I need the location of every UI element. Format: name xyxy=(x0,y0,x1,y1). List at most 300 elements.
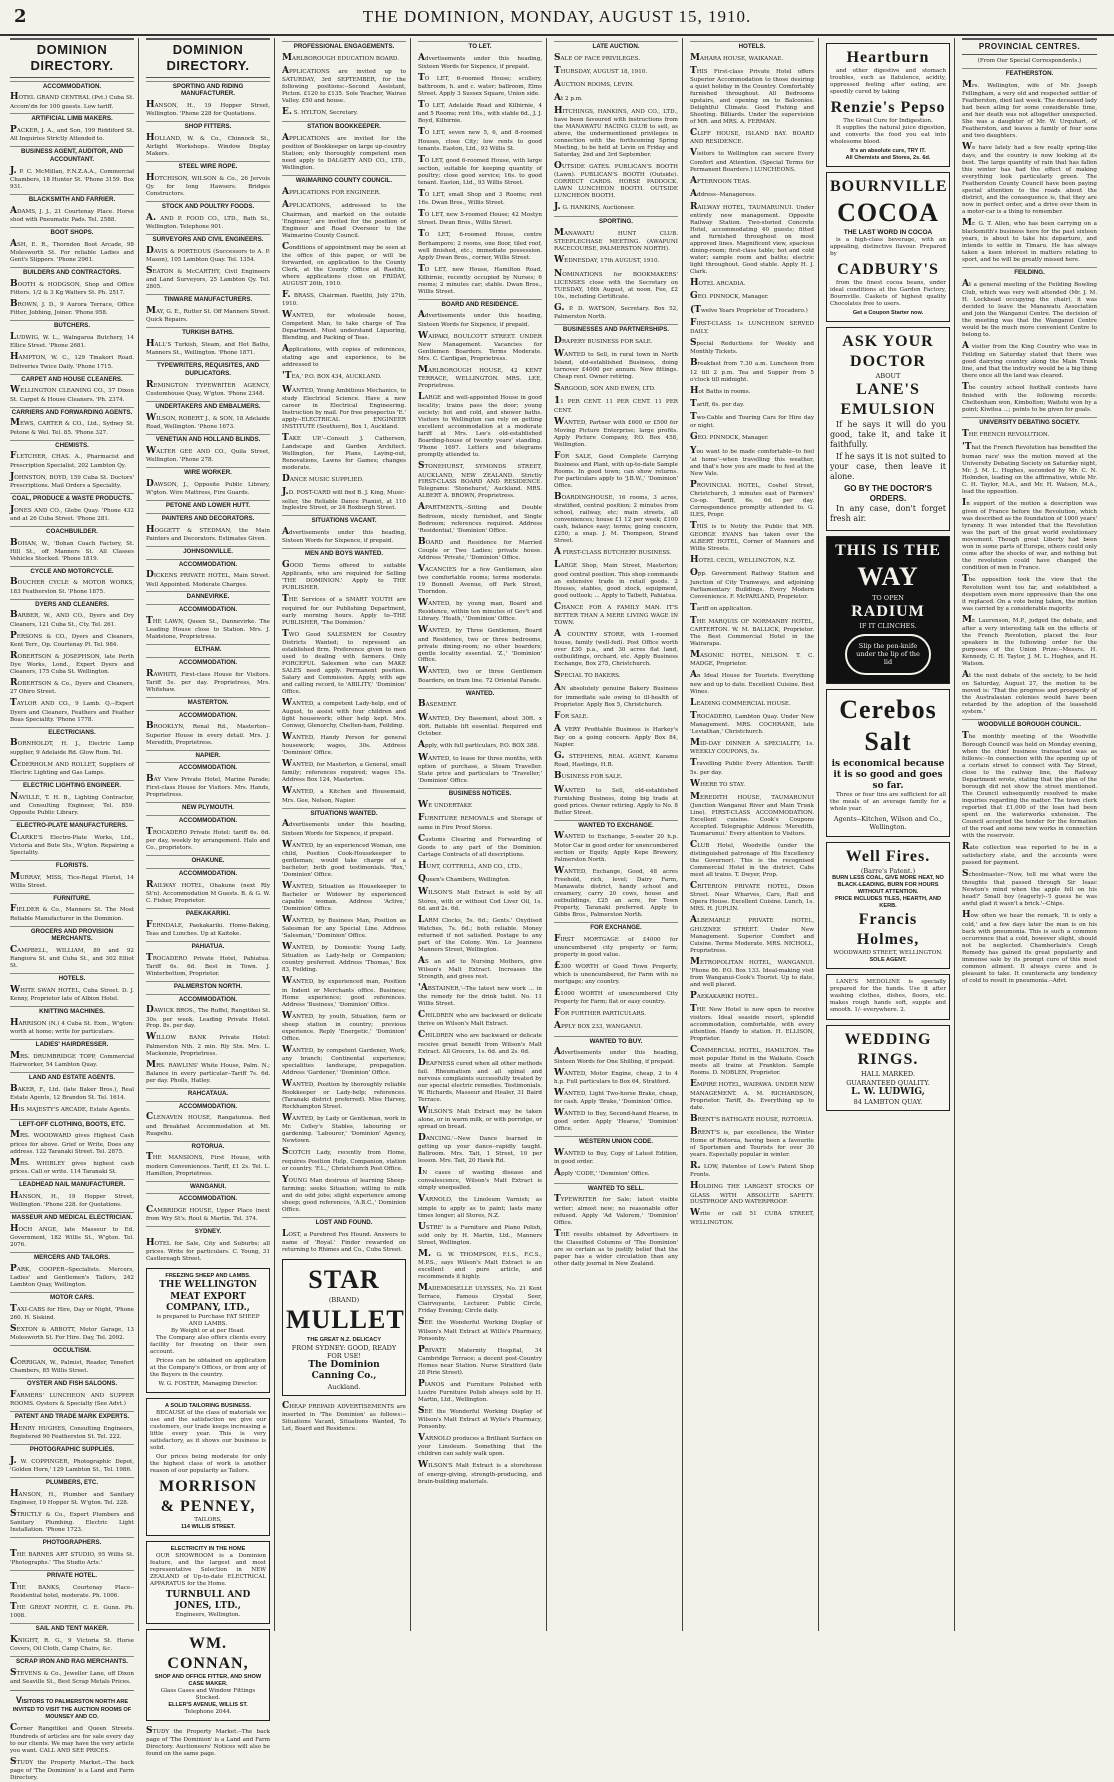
rings-sub: HALL MARKED. xyxy=(861,1070,915,1079)
listing-entry: EMPIRE HOTEL, WAIPAWA. UNDER NEW MANAGEMENT. A. M. RICHARDSON, Proprietor. Tariff, 8s. Everything up to date. xyxy=(690,1079,814,1111)
listing-entry: HANSON, H., 19 Hopper Street, Wellington. 'Phone 228. for Quotations. xyxy=(10,1190,134,1208)
section-heading: OHAKUNE. xyxy=(146,855,270,865)
listing-entry: APPLICATIONS are invited for the position of Bookkeeper on large up-country Station; only thoroughly competent men need apply to DALGETY AND CO., LTD., Wellington. xyxy=(282,133,406,172)
column-7 xyxy=(822,38,955,1631)
listing-entry: TWO Good SALESMEN for Country Districts Wanted; to represent an established firm. Preference given to men used to dealing with farmers. Only FORCEFUL Salesmen who can MAKE SALES need apply. Permanent position. Salary and Commission. Apply, with age and calling record, to 'ABILITY,' 'Dominion' Office. xyxy=(282,628,406,695)
listing-entry: BAKER, F., Ltd. (late Baker Bros.), Real Estate Agents, 12 Brandon St. Tel. 1614. xyxy=(10,1084,134,1102)
section-heading: PAHIATUA. xyxy=(146,941,270,951)
listing-entry: TROCADERO, Lambton Quay. Under New Management. MRS. COCHRANE, late 'Leviathan,' Christchurch. xyxy=(690,710,814,736)
listing-entry: MARLBOROUGH HOUSE, 42 KENT TERRACE, WELLINGTON. MRS. LEE, Proprietress. xyxy=(418,364,542,390)
heartburn-body2: The Great Cure for Indigestion. xyxy=(843,117,933,124)
doctor-line3: LANE'S EMULSION xyxy=(840,381,936,419)
cocoa-line2: COCOA xyxy=(837,197,939,227)
column-6 xyxy=(686,38,819,1631)
listing-entry: Mrs. Wellington, wife of Mr. Joseph Fellingham, a very old and respected settler of Featherston, died last week. The deceased lady had been ailing for some considerable time, and her death was not altogether unexpected. She was a daughter of Mr. W. Urquhart, of Featherston, and leaves a family of four sons and two daughters. xyxy=(962,79,1097,139)
section-heading: ARTIFICIAL LIMB MAKERS. xyxy=(10,113,134,123)
listing-entry: AS an aid to Nursing Mothers, give Wilson's Malt Extract. Increases the Strength, and gives rest. xyxy=(418,955,542,980)
listing-entry: MRS. WOODWARD gives Highest Cash prices for above. Grief or Write, Does any address. 122 Taranaki Street. Tel. 2875. xyxy=(10,1130,134,1155)
listing-entry: WHITE SWAN HOTEL, Cuba Street. D. J. Kenny, Proprietor late of Albion Hotel. xyxy=(10,985,134,1003)
listing-entry: An Ideal House for Tourists. Everything new and up to date. Excellent Cuisine. Best Wines. xyxy=(690,670,814,695)
section-heading: TO LET. xyxy=(418,41,542,51)
tailoring-name: MORRISON & PENNEY, xyxy=(159,1477,257,1515)
listing-entry: BUSINESS FOR SALE. xyxy=(554,771,623,782)
cerebos-ad xyxy=(826,689,950,837)
frozen-meat-ad xyxy=(146,1268,270,1393)
listing-entry: LARM Clocks, 5s. 6d.; Gents.' Oxydised Watches, 7s. 6d.; both reliable. Money returned if not satisfied. Postage to any part of the Colony. Wm. Lo Jeanness Manners Street, Wellington. xyxy=(418,914,542,953)
listing-entry: RAILWAY HOTEL, Ohakune (next Rly St'n). Accommodation M Guests. B. & G. W. C. Fisher, Proprietor. xyxy=(146,879,270,904)
listing-entry: WILSON'S Malt Extract is a storehouse of energy-giving, strength-producing, and brain-building materials. xyxy=(418,1460,542,1485)
column-2-header: DOMINION DIRECTORY. xyxy=(146,38,270,78)
listing-entry: DAWICK BROS., The Ruffel, Rangitikei St. 30s. per week. Leading Private Hotel. Prop. 8s. per day. xyxy=(146,1005,270,1030)
section-heading: PETONE AND LOWER HUTT. xyxy=(146,500,270,510)
connan-name: WM. CONNAN, xyxy=(167,1635,249,1673)
section-heading: PATENT AND TRADE MARK EXPERTS. xyxy=(10,1411,134,1421)
listing-entry: At a general meeting of the Feilding Bowling Club, which was very well attended (Mr. J. M. H. Lockhead occupying the chair), it was decided to leave the Manawatu Association and join the Wanganui Centre. The decision of the meeting was that the Wanganui Centre would be the much more convenient Centre to belong to. xyxy=(962,278,1097,339)
section-heading: CHEMISTS. xyxy=(10,440,134,450)
listing-entry: WANTED to Sell, old-established Furnishing Business, doing big trade at good prices. Owner retiring. Apply to No. 8 Butler Street. xyxy=(554,784,678,816)
auction-notice: VISITORS TO PALMERSTON NORTH ARE INVITED TO VISIT THE AUCTION ROOMS OF MOUNSEY AND CO. xyxy=(12,1695,132,1720)
listing-entry: CORRIGAN, W., Palmist, Reader, Tenefert Chambers, 85 Willis Street. xyxy=(10,1356,134,1374)
listing-entry: Rate collection was reported to be in a satisfactory state, and the accounts were passed for payment. xyxy=(962,842,1097,867)
listing-entry: BOUCHER CYCLE & MOTOR WORKS, 183 Featherston St. 'Phone 1875. xyxy=(10,577,134,595)
listing-entry: VARNOLO, the Linoleum Varnish; as simple to apply as to paint; lasts many times longer; all Stores, N.Z. xyxy=(418,1194,542,1219)
section-heading: UNIVERSITY DEBATING SOCIETY. xyxy=(962,417,1097,427)
fires-line1: Well Fires. xyxy=(845,847,931,865)
listing-entry: SARGOOD, SON AND EWEN, LTD. xyxy=(554,383,656,394)
wedding-rings-ad xyxy=(826,1025,950,1111)
column-8 xyxy=(958,38,1101,1631)
section-heading: BUSINESS AGENT, AUDITOR, AND ACCOUNTANT. xyxy=(10,146,134,164)
section-heading: PAINTERS AND DECORATORS. xyxy=(146,513,270,523)
rings-addr: 84 LAMBTON QUAY. xyxy=(853,1097,923,1106)
section-heading: LADIES' HAIRDRESSER. xyxy=(10,1039,134,1049)
listing-entry: FLETCHER, CHAS. A., Pharmacist and Prescription Specialist, 202 Lambton Qy. xyxy=(10,451,134,469)
frozen-head: FREEZING SHEEP AND LAMBS. xyxy=(165,1273,251,1280)
section-heading: PLUMBERS, ETC. xyxy=(10,1477,134,1487)
listing-entry: WANTED, by Lady or Gentleman, work in Mr. Colley's Stables, labouring or gardening. 'Labourer,' 'Dominion' Agency, Newtown. xyxy=(282,1113,406,1145)
listing-entry: CAMBRIDGE HOUSE, Upper Place (next from Wry St's. Rout & Martin. Tel. 374. xyxy=(146,1205,270,1223)
listing-entry: HITCHINGS, HANKINS, AND CO., LTD., have been favoured with instructions from the MANAWATU RACING CLUB to sell, as above, the undermentioned privileges in connection with the forthcoming Spring Meeting, to be held at Levin on Friday and Saturday, 2nd and 3rd September. xyxy=(554,105,678,158)
electricity-ad xyxy=(146,1541,270,1624)
section-heading: OYSTER AND FISH SALOONS. xyxy=(10,1378,134,1388)
listing-entry: MANAWATU HUNT CLUB. STEEPLECHASE MEETING. (AWAPUNI RACECOURSE, PALMERSTON NORTH). xyxy=(554,228,678,253)
section-heading: PRIVATE HOTEL. xyxy=(10,1570,134,1580)
listing-entry: How often we hear the remark, 'It is only a cold,' and a few days later the man is on his back with pneumonia. This is such a common occurrence that a cold, however slight, should not be neglected. Chamberlain's Cough Remedy has gained its great popularity and immense sale by its prompt cure of this most common ailment. It always cures and is pleasant to take. It counteracts any tendency of cold to result in pneumonia.--Advt. xyxy=(962,910,1097,984)
radium-line5: IF IT CLINCHES. xyxy=(859,622,917,631)
listing-entry: BORNHOLDT, H. J., Electric Lamp supplier, 9 Adelaide Rd. Glow Rum. Tel. xyxy=(10,738,134,756)
section-heading: ELECTRIC LIGHTING ENGINEER. xyxy=(10,780,134,790)
section-heading: ACCOMMODATION. xyxy=(146,604,270,614)
section-heading: BLACKSMITH AND FARRIER. xyxy=(10,194,134,204)
section-heading: FOR EXCHANGE. xyxy=(554,922,678,932)
listing-entry: FARMERS' LUNCHEON AND SUPPER ROOMS. Oysters & Specialty (See Advt.) xyxy=(10,1389,134,1407)
listing-entry: Address--Manageress. xyxy=(690,188,757,199)
section-heading: LEADHEAD NAIL MANUFACTURER. xyxy=(10,1179,134,1189)
listing-entry: WILLOW BANK Private Hotel: Palmerston Nth. 2 min. Rly Stn. Mrs. L. Mackenzie, Proprietress. xyxy=(146,1032,270,1057)
listing-entry: You want to be made comfortable--to feel 'at home'--when travelling this weather, and that's how you are made to feel at the New Vale. xyxy=(690,445,814,477)
listing-entry: MASONIC HOTEL, NELSON. T. C. MADGE, Proprietor. xyxy=(690,650,814,668)
listing-entry: MEREDITH HOUSE, TAUMARUNUI (Junction Wanganui River and Main Trunk Line). FIRST-CLASS ACCOMMODATION. Excellent cuisine. Cook's Coupons Accepted. Telegraphic Address: 'Meredith, Taumarunui.' Every attention to Visitors. xyxy=(690,791,814,837)
section-heading: BUILDERS AND CONTRACTORS. xyxy=(10,267,134,277)
listing-entry: (Twelve Years Proprietor of Trocadero.) xyxy=(690,304,808,315)
section-heading: WIRE WORKER. xyxy=(146,467,270,477)
frozen-sig: W. G. FOSTER, Managing Director. xyxy=(158,1380,258,1387)
tailoring-addr: 114 WILLIS STREET. xyxy=(180,1523,236,1530)
listing-entry: LARGE Shop, Main Street, Masterton; good central position. This shop commands an extensive trade in retail goods. 2 Houses, stables, good stock, equipment, good outlook; ... Apply to Taibett, Pahiatua. xyxy=(554,560,678,599)
listing-entry: SEATON & McCARTHY, Civil Engineers and Land Surveyors, 25 Lambton Qy. Tel. 2805. xyxy=(146,266,270,291)
section-heading: BOOT SHOPS. xyxy=(10,227,134,237)
listing-entry: WEDNESDAY, 17th AUGUST, 1910. xyxy=(554,255,660,266)
masthead xyxy=(0,0,1114,36)
section-heading: TINWARE MANUFACTURERS. xyxy=(146,294,270,304)
section-heading: LAND AND ESTATE AGENTS. xyxy=(10,1072,134,1082)
radium-line1: THIS IS THE xyxy=(835,542,941,560)
listing-entry: HARRISON (N.) 4 Cuba St. Exm., W'gton: worth at home; write for particulars. xyxy=(10,1018,134,1036)
page-number: 2 xyxy=(14,6,27,27)
section-heading: SPORTING AND RIDING MANUFACTURER. xyxy=(146,81,270,99)
section-heading: WANTED. xyxy=(418,688,542,698)
section-heading: RAHCATAUA. xyxy=(146,1088,270,1098)
column-5 xyxy=(550,38,683,1631)
listing-entry: In support of the motion a description was given of France before the Revolution, which was described as the foundation of 1000 years' tyranny. It was intended that the Revolution was the part of the great world evolutionary movement. Though great Liberty had been won in some parts of Europe, others could only come after the shocks of war, and nothing but the revolution could have changed the condition of men in France. xyxy=(962,497,1097,571)
section-heading: LOST AND FOUND. xyxy=(282,1217,406,1227)
listing-entry: FOR SALE. xyxy=(554,710,589,721)
heartburn-body3: It supplies the natural juice digestion, and converts the food you eat into wholesome blood. xyxy=(830,124,946,145)
listing-entry: WANTED, by Business Man, Position as Salesman for any Special Line. Address 'Salesman,' 'Dominion' Office. xyxy=(282,914,406,940)
listing-entry: Two-Cable and Touring Cars for Hire day or night. xyxy=(690,412,814,430)
medoline-body: LANE'S MEDOLINE is specially prepared for the hands. Use it after washing clothes, dishes, floors, etc. makes rough hands soft, supple and smooth. 1/- everywhere. 2. xyxy=(830,978,946,1013)
listing-entry: DANCE MUSIC SUPPLIED. xyxy=(282,474,364,484)
listing-entry: WANTED, for wholesale house, Competent Man, to take charge of Tea Department. Must understand Liquoring, Blending, and Packing of Teas. xyxy=(282,309,406,342)
listing-entry: TO LET, good 6-roomed House, with large section, suitable for keeping quantity of poultry; close good service; 16s. to good tenant. Easton, Ltd., 93 Willis Street. xyxy=(418,154,542,186)
listing-entry: CLUB Hotel, Woodville (under the distinguished patronage of His Excellency the Governor). This is the recognised Commercial Hotel in the district. Cabs meet all trains. T. Dwyer, Prop. xyxy=(690,839,814,879)
section-heading: SITUATIONS VACANT. xyxy=(282,515,406,525)
section-heading: MASSEUR AND MEDICAL ELECTRICIAN. xyxy=(11,1213,133,1221)
star-line5: FROM SYDNEY: GOOD, READY FOR USE! xyxy=(291,1343,397,1361)
listing-entry: AFTERNOON TEAS. xyxy=(690,175,751,186)
listing-entry: WANTED to Buy, Second-hand Hearse, in good order. Apply 'Hearse,' 'Dominion' Office. xyxy=(554,1108,678,1133)
listing-entry: Advertisements under this heading, Sixteen Words for Sixpence, if prepaid. xyxy=(282,819,406,837)
listing-entry: £300 WORTH of Good Town Property, which is unencumbered, for Farm with no mortgage; any country. xyxy=(554,960,678,986)
listing-entry: BROOKLYN, Renal Rd., Masterton--Superior House in every detail. Mrs. J. Meredith, Proprietress. xyxy=(146,721,270,746)
listing-entry: TAKE UP.'--Consult J. Catherson, Landscape and Garden Architect. Wellington, for Plans, Laying-out, Renovations, Lawns for Games; changes moderate. xyxy=(282,432,406,472)
listing-entry: PAEKAKARIKI HOTEL. xyxy=(690,990,759,1001)
listing-entry: WANTED, Partner with £600 or £500 for Moving Picture Enterprise; large profits. Apply Picture Company, P.O. Box 458, Wellington. xyxy=(554,416,678,448)
listing-entry: PIANOS and Furniture Polished with Lustre Furniture Polish always sold by H. Martin, Ltd., Wellington. xyxy=(418,1378,542,1403)
listing-entry: THE Services of a SMART YOUTH are required for our Publishing Department, early morning hours. Apply to--THE PUBLISHER, 'The Dominion.' xyxy=(282,594,406,626)
listing-entry: TAXI-CABS for Hire, Day or Night, 'Phone 260. H. Siskind. xyxy=(10,1303,134,1321)
electricity-body: OUR SHOWROOM is a Dominion feature, and the largest and most representative Selection in NEW ZEALAND of Up-to-date ELECTRICAL APPARATUS for the Home. xyxy=(150,1552,266,1587)
listing-entry: MRS. DRUMBRIDGE TOPP, Commercial Hairworker, 54 Lambton Quay. xyxy=(10,1051,134,1069)
column-3 xyxy=(278,38,411,1631)
listing-entry: HOTEL CECIL, WELLINGTON, N.Z. xyxy=(690,555,796,566)
listing-entry: GOOD Terms offered to suitable Applicants, who are required for Selling 'THE DOMINION.' Apply to THE PUBLISHER. xyxy=(282,560,406,592)
listing-entry: HOTCHISON, WILSON & Co., 26 Jervois Qy. for long Hawsers. Bridges Constructors. xyxy=(146,172,270,198)
section-heading: CYCLE AND MOTORCYCLE. xyxy=(10,566,134,576)
listing-entry: BROWN, J. D., 9 Aurora Terrace, Office Fitter, Jobbing, Joiner. 'Phone 958. xyxy=(10,299,134,317)
listing-entry: ALBEMARLE PRIVATE HOTEL, GHUZNEE STREET. Under New Management. Superior Comfort and Cuisine. Terms Moderate. MRS. NICHOLL, Proprietress. xyxy=(690,915,814,954)
listing-entry: WAIPAKI, BOULCOTT STREET. UNDER New Management. Vacancies for Gentlemen Boarders. Terms Moderate. Mrs. C. Cardigan, Proprietress. xyxy=(418,330,542,362)
study-notice: STUDY the Property Market.--The back page of 'The Dominion' is a Land and Farm Directory. Auctioneers' Notices will also be found on the same page. xyxy=(146,1725,270,1758)
listing-entry: THE MANSIONS, First House, with modern Conveniences. Tariff, £1 2s. Tel. L. Hamilton, Proprietress. xyxy=(146,1152,270,1177)
section-heading: STEEL WIRE ROPE. xyxy=(146,161,270,171)
listing-entry: 'That the French Revolution has benefited the human race' was the motion moved at the University Debating Society on Saturday night, Mr. J. M. L. Hughes, seconded by Mr. C. N. Holmden, leading on the affirmative, while Mr. C. H. Taylor, M.A., and Mr. H. Watson, M.A., lead the opposition. xyxy=(962,442,1097,495)
tailoring-sub: TAILORS, xyxy=(194,1516,222,1523)
section-heading: JOHNSONVILLE. xyxy=(146,546,270,556)
listing-entry: A visitor from the King Country who was in Feilding on Saturday stated that there was good dairying country along the Main Trunk line, and that the industry would be a big thing there once all the land was cleared. xyxy=(962,341,1097,380)
listing-entry: £1000 WORTH of unencumbered City Property for Farm; flat or easy country. xyxy=(554,988,678,1006)
section-heading: TURKISH BATHS. xyxy=(146,327,270,337)
listing-entry: WANTED, Motor Engine, cheap, 2 to 4 h.p. Full particulars to Box 64, Stratford. xyxy=(554,1067,678,1085)
connan-body: SHOP AND OFFICE FITTER, AND SHOW CASE MAKER. xyxy=(154,1674,262,1688)
listing-entry: CAMPBELL, WILLIAM, 89 and 92 Rangiora St. and Cuba St., and 302 Elliot St. xyxy=(10,945,134,970)
listing-entry: THE FRENCH REVOLUTION. xyxy=(962,429,1050,440)
listing-entry: VACANCIES for a few Gentlemen, also two comfortable rooms; terms moderate. 19 Bunnell Avenue, off Park Street, Thorndon. xyxy=(418,563,542,596)
fires-addr: WOODWARD STREET, WELLINGTON. xyxy=(833,949,943,956)
listing-entry: GEO. PINNOCK, Manager. xyxy=(690,432,769,443)
cocoa-body3: Get a Coupon Starter now. xyxy=(852,310,924,317)
section-heading: PHOTOGRAPHERS. xyxy=(10,1537,134,1547)
listing-entry: STONEHURST, SYMONDS STREET, AUCKLAND, NEW ZEALAND. Strictly FIRST-CLASS BOARD AND RESIDENCE. Telegrams: 'Stonehurst,' Auckland. MRS. ALBERT A. BROWN, Proprietress. xyxy=(418,461,542,500)
divider xyxy=(10,1690,134,1691)
listing-entry: WANTED to Buy, Copy of Latest Edition, in good order. xyxy=(554,1148,678,1166)
listing-entry: HANSON, H., 19 Hopper Street, Wellington. 'Phone 228 for Quotations. xyxy=(146,100,270,118)
section-heading: ELTHAM. xyxy=(146,644,270,654)
section-heading: CARPET AND HOUSE CLEANERS. xyxy=(10,374,134,384)
doctor-body2: If he says it is not suited to your case, then leave it alone. xyxy=(830,452,946,482)
listing-entry: Applications, with copies of references, stating age and experience, to be addressed to xyxy=(282,344,406,369)
star-line4: THE GREAT N.Z. DELICACY xyxy=(306,1336,382,1343)
section-heading: ACCOMMODATION. xyxy=(146,994,270,1004)
listing-entry: NAVILLE, T. H. B., Lighting Contractor, and Consulting Engineer, Tel. 859. Opposite Public Library. xyxy=(10,791,134,816)
listing-entry: DAVIS & PORTEOUS (Successors to A. P. Mason), 105 Lambton Quay. Tel. 1354. xyxy=(146,245,270,264)
listing-entry: BAY View Private Hotel, Marine Parade; First-class House for Visitors. Mrs. Hands, Proprietress. xyxy=(146,774,270,799)
fires-name: Francis Holmes, xyxy=(856,910,920,948)
tailoring-ad xyxy=(146,1398,270,1536)
star-line2: (BRAND) xyxy=(328,1296,360,1305)
tailoring-body: BECAUSE of the class of materials we use and the satisfaction we give our customers, our trade keeps increasing a little every year. This is very satisfactory, as it shows our business is solid. xyxy=(150,1409,266,1451)
section-heading: FLORISTS. xyxy=(10,860,134,870)
listing-entry: TYPEWRITER for Sale; latest visible writer; almost new; no reasonable offer refused. Apply 'Ad Valorem,' 'Dominion' Office. xyxy=(554,1194,678,1226)
section-heading: WANTED TO SELL. xyxy=(554,1183,678,1193)
cocoa-ad xyxy=(826,172,950,323)
listing-entry: J. G. HANKINS, Auctioneer. xyxy=(554,202,635,213)
section-heading: BUSINESSES AND PARTNERSHIPS. xyxy=(554,324,678,334)
listing-entry: COMMERCIAL HOTEL, HAMILTON. The most popular Hotel in the Waikato. Coach meets all trains at Frankton. Sample Rooms. D. NOBLEN, Proprietor. xyxy=(690,1045,814,1077)
auction-body: Corner Rangitikei and Queen Streets. Hundreds of articles are for sale every day to our clients. We may have the very article you want. CALL AND SEE PRICES. xyxy=(10,1722,134,1754)
listing-entry: G. P. D. WATSON, Secretary. Box 52, Palmerston North. xyxy=(554,302,678,321)
section-heading: WAIMARINO COUNTY COUNCIL. xyxy=(282,175,406,185)
listing-entry: WILSON'S Malt Extract may be taken alone, or in warm milk, or with porridge, or spread on bread. xyxy=(418,1105,542,1131)
listing-entry: Tariff on application. xyxy=(690,602,753,613)
listing-entry: Advertisements under this heading, Sixteen Words for Sixpence, if prepaid. xyxy=(418,52,542,70)
listing-entry: GEO. PINNOCK, Manager. xyxy=(690,291,769,302)
cheap-adverts-notice: CHEAP PREPAID ADVERTISEMENTS are inserted in 'The Dominion' as follows:--Situations Vacant, Situations Wanted, To Let, Board and Residence. xyxy=(282,1400,406,1432)
cerebos-body2: Three or four tins are sufficient for all the meals of an average family for a whole year. xyxy=(830,792,946,813)
section-heading: FEATHERSTON. xyxy=(962,68,1097,78)
listing-entry: CLIFF HOUSE, ISLAND BAY. BOARD AND RESIDENCE. xyxy=(690,128,814,146)
directory-sections xyxy=(146,81,270,1264)
section-heading: FEILDING. xyxy=(962,267,1097,277)
listing-entry: WANTED, a competent Lady-help, end of August, to assist with four children and light housework; other help kept. Mrs. Conway, Glenorchy, Chelten-ham, Feilding. xyxy=(282,697,406,729)
listing-entry: TO LET, 6-roomed House; scullery, bathroom, h. and c. water; ballroom, Elms Street. Apply 3 Sussex Square, Union side. xyxy=(418,72,542,98)
listing-entry: HANSON, H., Plumber and Sanitary Engineer, 19 Hopper St. W'gton. Tel. 228. xyxy=(10,1488,134,1506)
property-notice: STUDY the Property Market.--The back page of 'The Dominion' is a Land and Farm Directory. xyxy=(10,1756,134,1781)
listing-entry: JONES AND CO., Glebe Quay. 'Phone 432 and at 26 Cuba Street. 'Phone 281. xyxy=(10,504,134,522)
section-heading: STATION BOOKKEEPER. xyxy=(282,121,406,131)
listing-entry: Apply, with full particulars, P.O. BOX 388. xyxy=(418,739,539,750)
listing-entry: MURRAY, MISS, Tice-Regal Florist, 14 Willis Street. xyxy=(10,871,134,889)
listing-entry: WANTED, for Masterton, a General, small family; references required; wages 15s. Address Box 124, Masterton. xyxy=(282,759,406,784)
classified-sections xyxy=(282,41,406,1254)
listing-entry: HAMPTON, W. C., 129 Tinakori Road. Deliveries Twice Daily. 'Phone 1715. xyxy=(10,352,134,370)
connan-body2: Glass Cases and Window Fittings Stocked. xyxy=(160,1688,256,1702)
listing-entry: MEWS, CARTER & CO., Ltd., Sydney St. Petone & Wel. Tel. 85. 'Phone 327. xyxy=(10,418,134,436)
radium-line3: TO OPEN xyxy=(872,593,904,602)
section-heading: SHOP FITTERS. xyxy=(146,121,270,131)
doctor-line1: ASK YOUR DOCTOR xyxy=(842,333,934,371)
heartburn-name: Renzie's Pepso xyxy=(830,98,946,116)
classified-sections xyxy=(418,41,542,1486)
radium-ad xyxy=(826,536,950,683)
section-heading: FURNITURE. xyxy=(10,893,134,903)
fires-body: BURN LESS COAL, GIVE MORE HEAT, NO BLACK-LEADING, BURN FOR HOURS WITHOUT ATTENTION. xyxy=(832,874,944,895)
section-heading: ACCOMMODATION. xyxy=(146,815,270,825)
listing-entry: THE New Hotel is now open to receive visitors. Ideal seaside resort, splendid accommodation, comfortable, with every attention. Handy to station. H. ELLISON, Proprietor. xyxy=(690,1003,814,1043)
listing-entry: G. STEPHENS, REAL AGENT, Karamu Road, Hastings, H.B. xyxy=(554,751,678,769)
listing-entry: A VERY Profitable Business is Harkey's Bay on a going concern. Apply Box 84, Napier. xyxy=(554,723,678,749)
fires-line2: (Barre's Patent.) xyxy=(860,866,916,875)
listing-entry: ADAMS, J. J., 21 Courtenay Place. Horse shod with Pneumatic Pads. Tel. 2588. xyxy=(10,205,134,224)
section-heading: WANTED TO EXCHANGE. xyxy=(554,820,678,830)
listing-entry: YOUNG Man desirous of learning Sheep-farming; seeks Situation; willing to milk and do odd jobs; slight experience among sheep; good references, 'A.B.C.,' Dominion Office. xyxy=(282,1174,406,1213)
listing-entry: Advertisements under this heading, Sixteen Words for Sixpence, if prepaid. xyxy=(282,527,406,545)
listing-entry: WANTED, Situation as Housekeeper to Bachelor or Widower by experienced capable woman. Address 'Active,' 'Dominion' Office. xyxy=(282,880,406,912)
listing-entry: DEAFNESS cured when all other methods fail. Rheumatism and all spinal and nervous complaints successfully treated by our special electric remedies. Testimonials. W. Richards, Masseur and Healer, 31 Baird Terrace. xyxy=(418,1057,542,1103)
section-heading: ROTORUA. xyxy=(146,1141,270,1151)
listing-entry: 'ABSTAINER,'--The latest new work ... in the remedy for the drink habit. No. 11 Willis Street. xyxy=(418,982,542,1008)
cocoa-body2: from the finest cocoa beans, under ideal conditions at the Garden Factory, Bournville. Caskets of highest quality Chocolates free to users. xyxy=(830,280,946,308)
listing-entry: HENRY HUGHES, Consulting Engineers, Registered 90 Featherston St. Tel. 222. xyxy=(10,1422,134,1440)
section-heading: MEN AND BOYS WANTED. xyxy=(282,548,406,558)
fires-agent: SOLE AGENT. xyxy=(869,956,907,963)
section-heading: SITUATIONS WANTED. xyxy=(282,808,406,818)
listing-entry: FERNDALE, Paekakariki. Home-Baking, Teas and Lunches. Up at Kaitoke. xyxy=(146,919,270,937)
star-line6: The Dominion Canning Co., xyxy=(308,1360,380,1382)
listing-entry: DICKENS PRIVATE HOTEL, Main Street. Well Appointed. Moderate Charges. xyxy=(146,570,270,588)
listing-entry: 'TEA,' P.O. BOX 434, AUCKLAND. xyxy=(282,371,382,382)
section-heading: ACCOMMODATION. xyxy=(146,657,270,667)
listing-entry: Apply 'CODE,' 'Dominion' Office. xyxy=(554,1168,650,1179)
electricity-name: TURNBULL AND JONES, LTD., xyxy=(165,1589,251,1611)
listing-entry: At 2 p.m. xyxy=(554,92,583,103)
listing-entry: THIS is to Notify the Public that MR. GEORGE EVANS has taken over the ALBERT HOTEL, Corner of Manners and Willis Streets. xyxy=(690,521,814,553)
listing-entry: FOR FURTHER PARTICULARS. xyxy=(554,1008,647,1019)
rings-body: GUARANTEED QUALITY. xyxy=(846,1078,930,1087)
listing-entry: STEVENS & Co., Jeweller Lane, off Dixon and Seaville St., Best Scrap Metals Prices. xyxy=(10,1668,134,1686)
listing-entry: SEXTON & ABBOTT, Motor Garage, 13 Molesworth St. For Hire. Day, Tel. 2092. xyxy=(10,1323,134,1341)
listing-entry: DAWSON, J., Opposite Public Library, W'gton. Wire Mattress, Fire Guards. xyxy=(146,478,270,497)
masthead-title: THE DOMINION, MONDAY, AUGUST 15, 1910. xyxy=(362,7,752,26)
listing-entry: A. AND P. FOOD CO., LTD., Bath St., Wellington. Telephone 901. xyxy=(146,212,270,231)
listing-entry: VARNOLO produces a Brilliant Surface on your Linoleum. Something that the children can safely walk upon. xyxy=(418,1433,542,1458)
listing-entry: Hot Baths in rooms. xyxy=(690,385,751,396)
listing-entry: SCOTCH Lady, recently from Home, requires Position Help, Companion, station or country. 'F.L.,' Christchurch Post Office. xyxy=(282,1147,406,1172)
listing-entry: The opposition took the view that the Revolution went too far, and established a despotism even more oppressive than the one it replaced. On a vote being taken, the motion was carried by a considerable majority. xyxy=(962,573,1097,612)
news-sections xyxy=(962,68,1097,985)
listing-entry: THIS First-class Private Hotel offers Superior Accommodation to those desiring a quiet holiday in the Country. Comfortably furnished throughout. All Bedrooms upstairs, and opening on to Balconies. Delightful Climate. Good Fishing and Shooting. Billiards. Under the supervision of MR. and MRS. A. FERMAN. xyxy=(690,66,814,126)
listing-entry: FIRST MORTGAGE of £4000 for unencumbered city property or farm; property in good value. xyxy=(554,933,678,958)
listing-entry: WANTED, Light Two-horse Brake, cheap, for cash. Apply 'Brake,' 'Dominion' Office. xyxy=(554,1087,678,1106)
listing-entry: CHILDREN who are backward or delicate receive great benefit from Wilson's Malt Extract. All Grocers, 1s. 6d. and 2s. 6d. xyxy=(418,1030,542,1055)
listing-entry: Breakfast from 7.30 a.m. Luncheon from 12 till 2 p.m. Tea and Supper from 5 o'clock till midnight. xyxy=(690,358,814,383)
listing-entry: BRENT'S BATHGATE HOUSE, ROTORUA. xyxy=(690,1113,814,1124)
section-heading: OCCULTISM. xyxy=(10,1345,134,1355)
rings-name: L. W. LUDWIG, xyxy=(851,1086,925,1097)
listing-entry: TAYLOR AND CO., 9 Lamb. Q.--Expert Dyers and Cleaners, Feathers and Feather Boas Speciality. 'Phone 1778. xyxy=(10,698,134,723)
listing-entry: TO LET, Adelaide Road and Kilbirnie, 4 and 5 Rooms; rent 16s., with stable 6d., J. J. Boyd, Kilbirnie. xyxy=(418,100,542,125)
listing-entry: WANTED, by young man, Board and Residence, within ten minutes of Gov't and Library. 'Heath,' 'Dominion' Office. xyxy=(418,598,542,623)
listing-entry: Write or call 51 CUBA STREET, WELLINGTON. xyxy=(690,1208,814,1226)
cerebos-line1: Cerebos xyxy=(839,694,937,724)
listing-entry: F. BRASS, Chairman. Raetihi, July 27th, 1910. xyxy=(282,289,406,307)
frozen-line2: By Weight or at per Head. xyxy=(170,1328,246,1334)
connan-addr: ELLER'S AVENUE, WILLIS ST. xyxy=(168,1702,248,1709)
section-heading: PHOTOGRAPHIC SUPPLIES. xyxy=(10,1444,134,1454)
section-heading: ACCOMMODATION. xyxy=(146,1101,270,1111)
column-1 xyxy=(6,38,139,1781)
section-heading: GROCERS AND PROVISION MERCHANTS. xyxy=(10,926,134,944)
section-heading: ELECTRO-PLATE MANUFACTURERS. xyxy=(10,820,134,830)
radium-line2: WAY xyxy=(857,562,919,592)
section-heading: MOTOR CARS. xyxy=(10,1292,134,1302)
section-heading: MERCERS AND TAILORS. xyxy=(10,1252,134,1262)
section-heading: PAEKAKARIKI. xyxy=(146,908,270,918)
section-heading: ACCOMMODATION. xyxy=(146,1193,270,1203)
listing-entry: Mr. G. T. Allen, who has been carrying on a blacksmith's business here for the past sixteen years, is about to take his departure, and intends to settle in Timaru. He has always taken a keen interest in matters relating to sport, and he will be greatly missed here. xyxy=(962,217,1097,264)
listing-entry: SPECIAL TO BAKERS. xyxy=(554,670,621,681)
listing-entry: LOST, a Purebred Fox Hound. Answers to name of 'Royal.' Finder rewarded on returning to Rhimes and Co., Cuba Street. xyxy=(282,1228,406,1253)
listing-entry: WANTED, Handy Person for general housework; wages, 30s. Address 'Dominion' Office. xyxy=(282,731,406,757)
electricity-head: ELECTRICITY IN THE HOME xyxy=(170,1545,246,1552)
listing-entry: RAWHITI, First-class House for Visitors. Tariff 5s. per day. Proprietress, Mrs. Whitehaw. xyxy=(146,668,270,693)
listing-entry: Tariff, 6s. per day. xyxy=(690,398,745,409)
listing-entry: SALE OF FACE PRIVILEGES. xyxy=(554,52,641,63)
listing-entry: WILSON, ROBERT J., & SON, 18 Adelaide Road, Wellington. 'Phone 1673. xyxy=(146,412,270,431)
listing-entry: HOTEL ARCADIA. xyxy=(690,278,746,289)
listing-entry: Customs Clearing and Forwarding of Goods to any part of the Dominion. Cartage Contracts of all descriptions. xyxy=(418,833,542,858)
listing-entry: BOOTH & HODGSON, Shop and Office Fitters. 1/2 & 3 Kg Walters St. Ph. 2517. xyxy=(10,278,134,297)
section-heading: MASTERTON. xyxy=(146,697,270,707)
listing-entry: The country school football contests have finished with the following records: Cheltenham won, Kimbolton; Waitohi won by a point; Kiwitea ...; points to be given for goals. xyxy=(962,382,1097,414)
listing-entry: WANTED, by competent Gardener, Work, any branch; Continental experience; specialities landscape, propagation. Address 'Gardener,' 'Dominion' Office. xyxy=(282,1044,406,1077)
listing-entry: HUNT, COTTRELL, AND CO., LTD., xyxy=(418,860,523,871)
listing-entry: TROCADERO Private Hotel, Pahiatua. Tariff 6s. 6d. Best in Town. J. Winterbottom, Proprietor. xyxy=(146,952,270,977)
listing-entry: WANTED, Dry Basement, about 30ft. x 40ft. Reliable lift essential. Required end October. xyxy=(418,712,542,737)
listing-entry: WANTED, by Domestic Young Lady, Situation as Lady-help or Companion; country preferred. Address 'Thomas,' Box 83, Feilding. xyxy=(282,942,406,974)
heartburn-head: Heartburn xyxy=(846,49,930,66)
listing-entry: Advertisements under this heading, Sixteen Words for One Shilling, if prepaid. xyxy=(554,1047,678,1065)
section-heading: SURVEYORS AND CIVIL ENGINEERS. xyxy=(146,234,270,244)
listing-entry: R. LOW, Patentee of Low's Patent Shop Fronts. xyxy=(690,1161,814,1179)
section-heading: KNITTING MACHINES. xyxy=(10,1006,134,1016)
listing-entry: WANTED, Position by thoroughly reliable Bookkeeper or Lady-help; references. (Taranaki district preferred). Miss Harvey, Rockhampton Street. xyxy=(282,1079,406,1111)
listing-entry: BASEMENT. xyxy=(418,699,457,710)
column-8-header: PROVINCIAL CENTRES. xyxy=(962,38,1097,55)
listing-entry: HOCH ANGE, late Masseur to Ed. Government, 182 Willis St., W'gton. Tel. 2076. xyxy=(10,1223,134,1248)
listing-entry: APPLICATIONS FOR ENGINEER. xyxy=(282,187,381,198)
section-heading: SAIL AND TENT MAKER. xyxy=(10,1623,134,1633)
